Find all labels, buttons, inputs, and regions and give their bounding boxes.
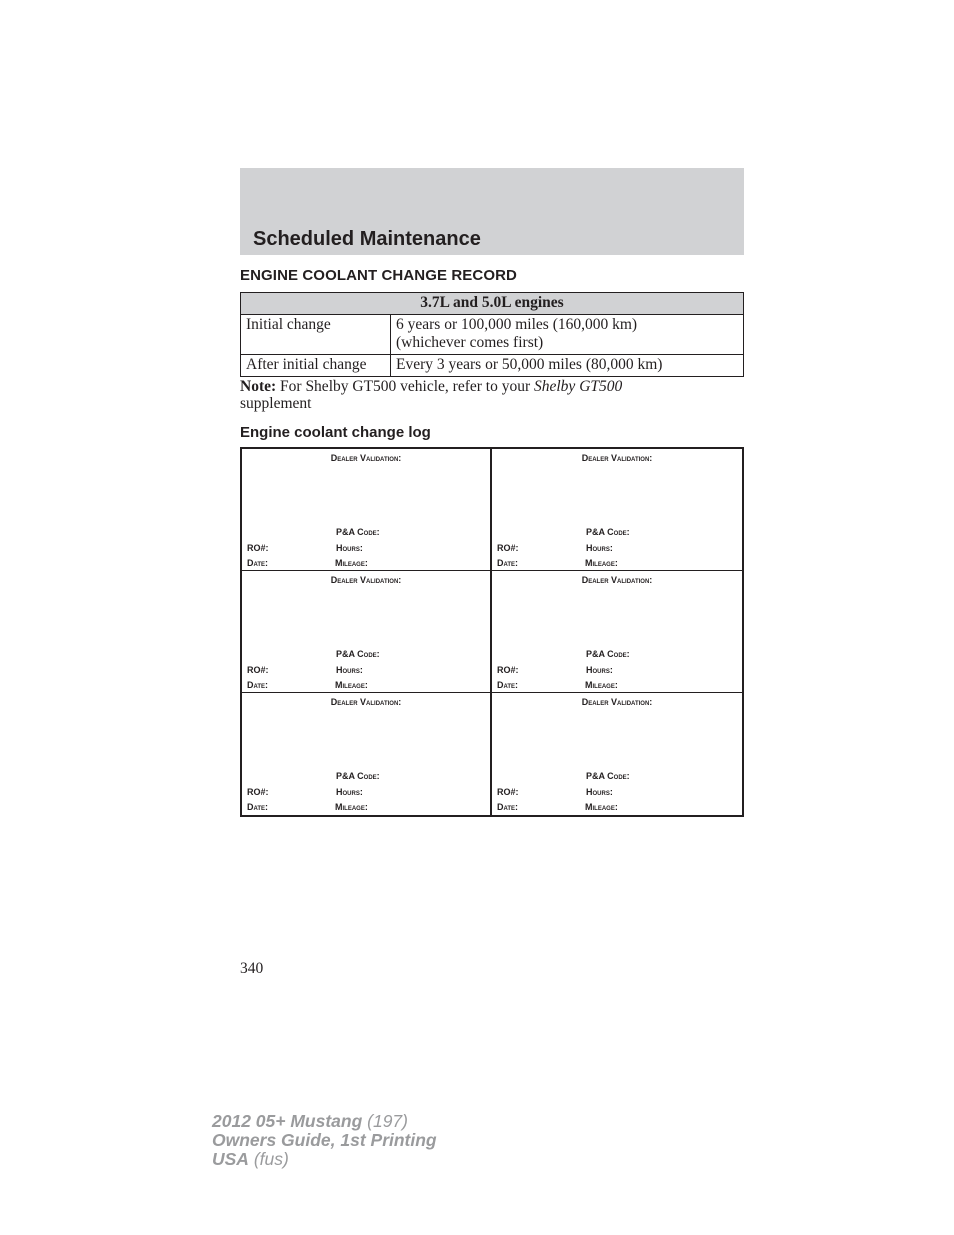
table-cell-value: Every 3 years or 50,000 miles (80,000 km) [391, 355, 744, 377]
table-cell-label: After initial change [241, 355, 391, 377]
mileage-label: Mileage: [585, 802, 618, 812]
dealer-validation-label: Dealer Validation: [330, 575, 402, 585]
log-entry-cell [492, 571, 742, 693]
note-paragraph [240, 378, 744, 412]
table-header-row [241, 293, 744, 315]
mileage-label: Mileage: [335, 802, 368, 812]
log-entry-cell [492, 449, 742, 571]
ro-label: RO#: [247, 543, 269, 553]
ro-label: RO#: [497, 665, 519, 675]
log-entry-cell [242, 693, 492, 815]
header-band [240, 168, 744, 255]
footer-market-code: (fus) [248, 1149, 289, 1169]
pa-code-label: P&A Code: [336, 771, 380, 781]
coolant-spec-table [240, 292, 744, 377]
hours-label: Hours: [586, 787, 613, 797]
hours-label: Hours: [586, 543, 613, 553]
date-label: Date: [497, 802, 519, 812]
ro-label: RO#: [247, 787, 269, 797]
pa-code-label: P&A Code: [586, 649, 630, 659]
pa-code-label: P&A Code: [336, 527, 380, 537]
dealer-validation-label: Dealer Validation: [581, 697, 653, 707]
footer-model: 2012 05+ Mustang [212, 1111, 363, 1131]
table-row [241, 355, 744, 377]
mileage-label: Mileage: [585, 558, 618, 568]
table-header: 3.7L and 5.0L engines [241, 293, 744, 315]
pa-code-label: P&A Code: [586, 527, 630, 537]
coolant-change-log-grid [240, 447, 744, 817]
footer-line [212, 1112, 437, 1131]
table-cell-value [391, 315, 744, 355]
date-label: Date: [497, 558, 519, 568]
page-number: 340 [240, 960, 264, 977]
mileage-label: Mileage: [335, 558, 368, 568]
pa-code-label: P&A Code: [336, 649, 380, 659]
dealer-validation-label: Dealer Validation: [581, 453, 653, 463]
date-label: Date: [247, 558, 269, 568]
mileage-label: Mileage: [335, 680, 368, 690]
footer-guide: Owners Guide, 1st Printing [212, 1130, 437, 1150]
note-text-end: supplement [240, 395, 312, 412]
mileage-label: Mileage: [585, 680, 618, 690]
date-label: Date: [247, 802, 269, 812]
log-title: Engine coolant change log [240, 424, 431, 441]
footer-line [212, 1150, 437, 1169]
hours-label: Hours: [336, 665, 363, 675]
note-italic: Shelby GT500 [534, 378, 623, 395]
table-cell-label: Initial change [241, 315, 391, 355]
dealer-validation-label: Dealer Validation: [581, 575, 653, 585]
footer-model-code: (197) [362, 1111, 408, 1131]
section-title: ENGINE COOLANT CHANGE RECORD [240, 267, 517, 284]
log-entry-cell [242, 571, 492, 693]
table-cell-line: 6 years or 100,000 miles (160,000 km) [396, 316, 638, 333]
log-entry-cell [492, 693, 742, 815]
dealer-validation-label: Dealer Validation: [330, 453, 402, 463]
page-title: Scheduled Maintenance [253, 228, 481, 250]
date-label: Date: [497, 680, 519, 690]
pa-code-label: P&A Code: [586, 771, 630, 781]
note-label: Note: [240, 378, 277, 395]
document-footer [212, 1112, 437, 1169]
date-label: Date: [247, 680, 269, 690]
ro-label: RO#: [247, 665, 269, 675]
note-text: For Shelby GT500 vehicle, refer to your [276, 378, 534, 395]
footer-market: USA [212, 1149, 249, 1169]
log-entry-cell [242, 449, 492, 571]
dealer-validation-label: Dealer Validation: [330, 697, 402, 707]
ro-label: RO#: [497, 787, 519, 797]
hours-label: Hours: [336, 787, 363, 797]
table-row [241, 315, 744, 355]
hours-label: Hours: [586, 665, 613, 675]
ro-label: RO#: [497, 543, 519, 553]
hours-label: Hours: [336, 543, 363, 553]
table-cell-line: (whichever comes first) [396, 334, 544, 351]
